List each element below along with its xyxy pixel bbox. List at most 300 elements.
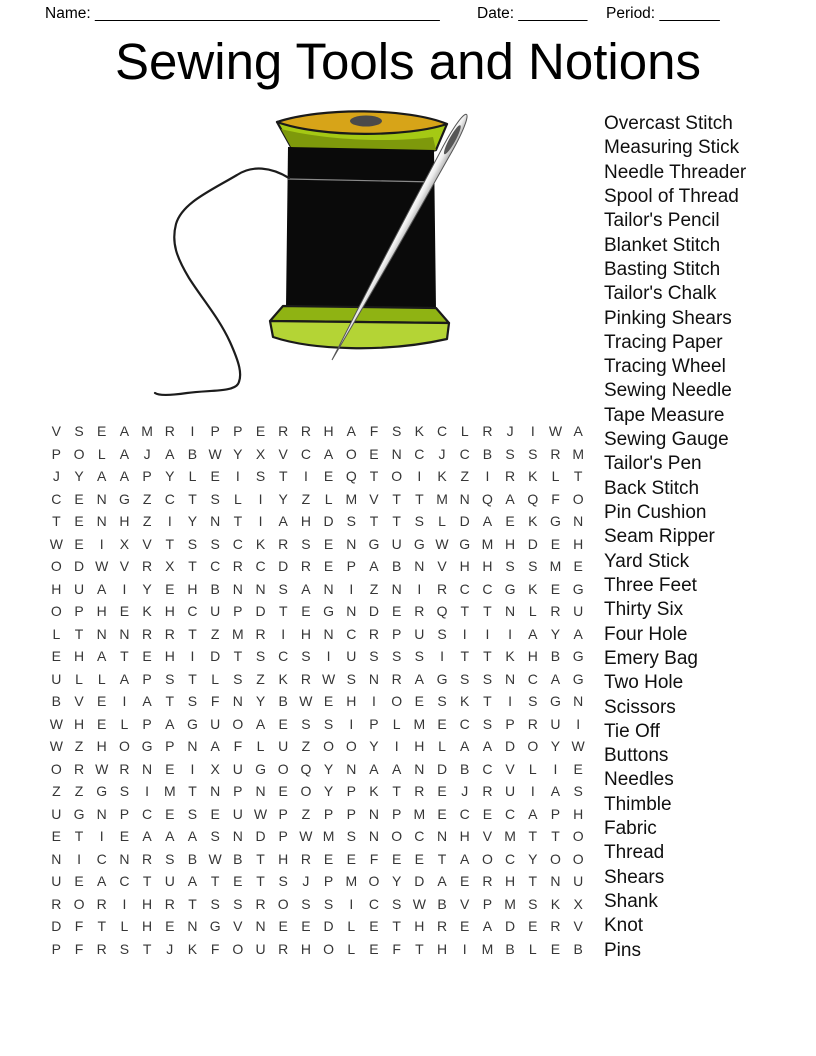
grid-letter: D <box>278 558 289 575</box>
grid-letter: B <box>210 580 220 597</box>
grid-letter: M <box>504 895 516 912</box>
grid-letter: H <box>278 850 289 867</box>
grid-letter: T <box>528 873 538 890</box>
grid-letter: K <box>187 940 198 957</box>
grid-letter: T <box>437 850 447 867</box>
grid-letter: A <box>369 760 379 777</box>
grid-letter: G <box>118 490 130 507</box>
grid-letter: A <box>97 648 107 665</box>
grid-letter: A <box>97 580 107 597</box>
grid-letter: I <box>508 625 513 642</box>
grid-letter: Y <box>142 580 152 597</box>
grid-letter: A <box>97 873 107 890</box>
grid-letter: D <box>505 738 516 755</box>
grid-letter: O <box>277 895 289 912</box>
grid-letter: I <box>349 895 354 912</box>
grid-letter: S <box>482 715 493 732</box>
grid-letter: G <box>550 513 561 530</box>
grid-letter: I <box>508 693 513 710</box>
grid-letter: I <box>303 468 308 485</box>
grid-letter: E <box>165 805 175 822</box>
grid-letter: R <box>527 715 538 732</box>
grid-letter: A <box>573 625 583 642</box>
grid-letter: S <box>210 490 220 507</box>
grid-letter: R <box>482 783 493 800</box>
grid-letter: M <box>322 828 335 845</box>
grid-letter: T <box>415 490 424 507</box>
grid-letter: U <box>550 715 561 732</box>
grid-letter: N <box>232 580 243 597</box>
grid-letter: O <box>118 738 130 755</box>
word-list-item: Tracing Paper <box>604 331 723 353</box>
grid-letter: S <box>505 445 515 462</box>
grid-letter: P <box>346 805 356 822</box>
grid-letter: T <box>188 625 197 642</box>
grid-letter: C <box>459 580 470 597</box>
grid-letter: V <box>119 558 130 575</box>
grid-letter: A <box>119 423 130 440</box>
grid-letter: H <box>119 513 130 530</box>
grid-letter: L <box>551 468 560 485</box>
grid-letter: H <box>573 535 584 552</box>
grid-letter: E <box>323 558 334 575</box>
grid-letter: W <box>208 445 222 462</box>
grid-letter: D <box>255 828 266 845</box>
grid-letter: H <box>459 828 470 845</box>
grid-letter: C <box>368 895 380 912</box>
grid-letter: S <box>165 850 175 867</box>
grid-letter: C <box>346 625 357 642</box>
grid-letter: Y <box>233 445 243 462</box>
grid-letter: H <box>482 558 493 575</box>
grid-letter: R <box>96 940 107 957</box>
grid-letter: J <box>506 423 514 440</box>
grid-letter: E <box>460 918 470 935</box>
grid-letter: S <box>301 648 311 665</box>
grid-letter: B <box>391 558 402 575</box>
grid-letter: E <box>165 580 175 597</box>
period-field <box>606 5 720 23</box>
grid-letter: B <box>460 760 470 777</box>
grid-letter: V <box>278 445 288 462</box>
grid-letter: D <box>527 535 538 552</box>
word-list-item: Shears <box>604 866 665 888</box>
grid-letter: O <box>391 468 403 485</box>
grid-letter: S <box>528 445 538 462</box>
grid-letter: B <box>233 850 243 867</box>
grid-letter: O <box>232 940 244 957</box>
grid-letter: H <box>300 625 311 642</box>
grid-letter: P <box>119 805 130 822</box>
grid-letter: I <box>258 490 263 507</box>
grid-letter: P <box>346 783 356 800</box>
grid-letter: R <box>391 670 402 687</box>
grid-letter: D <box>255 603 266 620</box>
word-list-item: Needle Threader <box>604 161 747 183</box>
grid-letter: B <box>573 940 583 957</box>
grid-letter: S <box>301 895 311 912</box>
grid-letter: D <box>73 558 85 575</box>
grid-letter: O <box>50 760 62 777</box>
word-list-item: Shank <box>604 891 658 912</box>
grid-letter: E <box>278 715 288 732</box>
grid-letter: Y <box>528 850 538 867</box>
grid-letter: L <box>211 670 220 687</box>
grid-letter: I <box>326 648 331 665</box>
grid-letter: T <box>415 940 424 957</box>
grid-letter: T <box>120 648 129 665</box>
grid-letter: I <box>440 648 444 665</box>
grid-letter: T <box>392 783 401 800</box>
grid-letter: O <box>391 693 403 710</box>
grid-letter: N <box>232 828 243 845</box>
grid-letter: Y <box>278 490 288 507</box>
grid-letter: U <box>505 783 516 800</box>
thread-line <box>155 169 289 395</box>
grid-letter: R <box>436 580 448 597</box>
grid-letter: W <box>49 715 63 732</box>
grid-letter: S <box>528 895 538 912</box>
grid-letter: T <box>165 693 175 710</box>
grid-letter: B <box>51 693 62 710</box>
grid-letter: H <box>73 715 85 732</box>
grid-letter: S <box>119 783 130 800</box>
period-label: Period: <box>606 5 656 22</box>
word-list-item: Thread <box>604 842 665 864</box>
grid-letter: V <box>51 423 62 440</box>
grid-letter: R <box>414 783 425 800</box>
grid-letter: R <box>232 558 243 575</box>
grid-letter: C <box>459 715 470 732</box>
grid-letter: N <box>346 760 357 777</box>
grid-letter: K <box>278 670 288 687</box>
grid-letter: S <box>255 468 266 485</box>
grid-letter: Z <box>256 670 265 687</box>
grid-letter: S <box>187 805 198 822</box>
grid-letter: N <box>323 580 334 597</box>
grid-letter: G <box>504 580 516 597</box>
grid-letter: P <box>165 738 175 755</box>
grid-letter: M <box>481 535 494 552</box>
grid-letter: S <box>414 513 425 530</box>
spool-body <box>286 147 436 309</box>
grid-letter: I <box>99 828 104 845</box>
grid-letter: O <box>481 850 493 867</box>
grid-letter: D <box>323 513 334 530</box>
grid-letter: C <box>459 445 470 462</box>
grid-letter: J <box>302 873 310 890</box>
grid-letter: A <box>482 738 493 755</box>
grid-letter: P <box>142 670 152 687</box>
grid-letter: V <box>437 558 447 575</box>
word-list-item: Three Feet <box>604 574 697 596</box>
word-search-grid <box>45 420 590 960</box>
grid-letter: M <box>572 445 584 462</box>
grid-letter: O <box>572 850 584 867</box>
grid-letter: X <box>119 535 130 552</box>
grid-letter: R <box>550 603 561 620</box>
grid-letter: R <box>278 940 289 957</box>
grid-letter: R <box>164 895 175 912</box>
grid-letter: P <box>482 895 493 912</box>
grid-letter: X <box>165 558 175 575</box>
grid-letter: R <box>482 423 493 440</box>
grid-letter: E <box>323 535 334 552</box>
grid-letter: I <box>145 783 150 800</box>
grid-letter: F <box>369 850 379 867</box>
grid-letter: M <box>549 558 562 575</box>
grid-letter: P <box>233 423 243 440</box>
grid-letter: L <box>347 940 356 957</box>
grid-letter: J <box>461 783 469 800</box>
grid-letter: E <box>550 940 561 957</box>
grid-letter: S <box>414 648 425 665</box>
grid-letter: R <box>505 468 516 485</box>
grid-letter: W <box>571 738 585 755</box>
grid-letter: N <box>505 603 516 620</box>
grid-letter: F <box>74 940 84 957</box>
grid-letter: F <box>369 423 379 440</box>
grid-letter: S <box>460 670 470 687</box>
grid-letter: A <box>255 715 266 732</box>
word-list-item: Thirty Six <box>604 599 684 621</box>
word-list-item: Two Hole <box>604 672 684 694</box>
grid-letter: P <box>505 715 515 732</box>
grid-letter: S <box>437 625 447 642</box>
word-list-item: Measuring Stick <box>604 137 740 159</box>
grid-letter: F <box>74 918 84 935</box>
word-list-item: Basting Stitch <box>604 258 721 280</box>
grid-letter: N <box>119 850 130 867</box>
grid-letter: A <box>414 670 425 687</box>
grid-letter: W <box>299 693 313 710</box>
grid-letter: R <box>164 423 175 440</box>
grid-letter: H <box>300 513 311 530</box>
grid-letter: Q <box>345 468 357 485</box>
grid-letter: N <box>368 805 380 822</box>
grid-letter: E <box>369 918 379 935</box>
grid-letter: L <box>120 715 129 732</box>
grid-letter: H <box>414 738 425 755</box>
grid-letter: I <box>190 648 195 665</box>
grid-letter: P <box>323 873 334 890</box>
grid-letter: E <box>369 940 379 957</box>
grid-letter: E <box>437 783 447 800</box>
grid-letter: C <box>278 648 289 665</box>
grid-letter: R <box>142 850 153 867</box>
grid-letter: E <box>97 715 107 732</box>
grid-letter: C <box>142 805 153 822</box>
grid-letter: L <box>233 490 242 507</box>
word-list-item: Overcast Stitch <box>604 113 733 134</box>
grid-letter: R <box>51 895 62 912</box>
date-blank-line: ________ <box>518 5 588 22</box>
grid-letter: P <box>51 445 62 462</box>
grid-letter: V <box>74 693 84 710</box>
grid-letter: S <box>233 895 243 912</box>
grid-letter: T <box>460 648 469 665</box>
grid-letter: W <box>49 535 63 552</box>
grid-letter: G <box>413 535 425 552</box>
grid-letter: P <box>550 805 561 822</box>
grid-letter: A <box>97 468 107 485</box>
grid-letter: N <box>550 873 561 890</box>
grid-letter: R <box>255 895 266 912</box>
grid-letter: Z <box>301 738 311 755</box>
grid-letter: S <box>301 715 311 732</box>
grid-letter: R <box>278 423 289 440</box>
grid-letter: P <box>142 468 152 485</box>
grid-letter: P <box>391 625 402 642</box>
grid-letter: C <box>210 558 221 575</box>
grid-letter: P <box>210 423 220 440</box>
grid-letter: C <box>96 850 107 867</box>
grid-letter: A <box>187 873 198 890</box>
grid-letter: E <box>278 918 288 935</box>
grid-letter: N <box>210 783 221 800</box>
grid-letter: E <box>210 468 220 485</box>
grid-letter: S <box>369 648 379 665</box>
grid-letter: I <box>99 535 104 552</box>
grid-letter: L <box>188 468 197 485</box>
grid-letter: S <box>301 535 311 552</box>
grid-letter: U <box>278 738 289 755</box>
grid-letter: H <box>414 918 425 935</box>
grid-letter: S <box>233 670 243 687</box>
grid-letter: T <box>142 940 152 957</box>
grid-letter: C <box>527 670 538 687</box>
grid-letter: U <box>255 940 266 957</box>
grid-letter: V <box>233 918 243 935</box>
grid-letter: V <box>369 490 379 507</box>
grid-letter: N <box>96 625 107 642</box>
grid-letter: A <box>165 715 175 732</box>
grid-letter: H <box>459 558 470 575</box>
grid-letter: M <box>163 783 176 800</box>
grid-letter: E <box>301 918 311 935</box>
grid-letter: S <box>210 828 220 845</box>
grid-letter: E <box>97 423 107 440</box>
grid-letter: E <box>346 850 356 867</box>
grid-letter: F <box>233 738 243 755</box>
grid-letter: Q <box>436 603 448 620</box>
spool-hole <box>350 116 382 127</box>
grid-letter: F <box>210 940 220 957</box>
grid-letter: A <box>119 445 130 462</box>
spool-illustration <box>130 95 550 415</box>
grid-letter: A <box>528 625 538 642</box>
grid-letter: I <box>122 895 127 912</box>
grid-letter: E <box>142 648 152 665</box>
grid-letter: T <box>551 828 560 845</box>
grid-letter: O <box>323 738 335 755</box>
word-list-item: Seam Ripper <box>604 526 715 548</box>
grid-letter: E <box>437 715 447 732</box>
word-list-item: Back Stitch <box>604 477 700 499</box>
grid-letter: N <box>391 580 402 597</box>
grid-letter: K <box>550 895 561 912</box>
grid-letter: Q <box>300 760 312 777</box>
word-list-item: Tailor's Pencil <box>604 210 720 232</box>
grid-letter: R <box>142 558 153 575</box>
grid-letter: Q <box>527 490 539 507</box>
date-field <box>477 5 587 23</box>
grid-letter: T <box>233 648 243 665</box>
word-list-item: Tailor's Chalk <box>604 283 717 305</box>
grid-letter: M <box>481 940 494 957</box>
grid-letter: E <box>74 873 84 890</box>
word-list <box>604 112 746 963</box>
grid-letter: E <box>414 693 425 710</box>
grid-letter: N <box>255 580 266 597</box>
grid-letter: T <box>142 873 152 890</box>
grid-letter: H <box>96 603 107 620</box>
grid-letter: O <box>50 558 62 575</box>
grid-letter: E <box>573 558 583 575</box>
grid-letter: N <box>414 558 425 575</box>
grid-letter: H <box>142 918 153 935</box>
grid-letter: Y <box>165 468 175 485</box>
grid-letter: N <box>255 783 266 800</box>
word-list-item: Blanket Stitch <box>604 234 721 256</box>
grid-letter: M <box>436 490 448 507</box>
grid-letter: A <box>301 580 311 597</box>
grid-letter: B <box>187 850 198 867</box>
grid-letter: N <box>187 738 198 755</box>
word-list-item: Sewing Gauge <box>604 429 729 451</box>
grid-letter: Y <box>74 468 84 485</box>
grid-letter: G <box>550 693 561 710</box>
grid-letter: L <box>97 670 106 687</box>
grid-letter: W <box>253 805 268 822</box>
grid-letter: S <box>323 895 334 912</box>
grid-letter: K <box>255 535 266 552</box>
grid-letter: N <box>391 445 402 462</box>
grid-letter: L <box>438 738 446 755</box>
grid-letter: Z <box>74 783 84 800</box>
grid-letter: I <box>122 580 127 597</box>
grid-letter: O <box>345 445 357 462</box>
grid-letter: S <box>346 828 356 845</box>
grid-letter: T <box>369 513 379 530</box>
grid-letter: S <box>323 715 334 732</box>
grid-letter: P <box>369 715 379 732</box>
grid-letter: C <box>255 558 266 575</box>
grid-letter: Y <box>369 738 379 755</box>
grid-letter: C <box>505 805 516 822</box>
grid-letter: T <box>392 918 401 935</box>
grid-letter: I <box>530 783 535 800</box>
grid-letter: I <box>462 625 467 642</box>
grid-letter: K <box>369 783 379 800</box>
grid-letter: T <box>483 648 492 665</box>
word-list-item: Pin Cushion <box>604 502 707 523</box>
grid-letter: O <box>550 850 561 867</box>
grid-letter: N <box>323 625 334 642</box>
grid-letter: L <box>97 445 106 462</box>
grid-letter: T <box>460 603 469 620</box>
grid-letter: H <box>436 940 448 957</box>
grid-letter: S <box>255 648 266 665</box>
grid-letter: N <box>573 693 584 710</box>
grid-letter: Z <box>142 490 152 507</box>
grid-letter: P <box>74 603 84 620</box>
grid-letter: E <box>74 490 84 507</box>
grid-letter: L <box>528 940 537 957</box>
grid-letter: O <box>345 738 357 755</box>
word-list-item: Tracing Wheel <box>604 356 726 378</box>
grid-letter: C <box>164 490 175 507</box>
